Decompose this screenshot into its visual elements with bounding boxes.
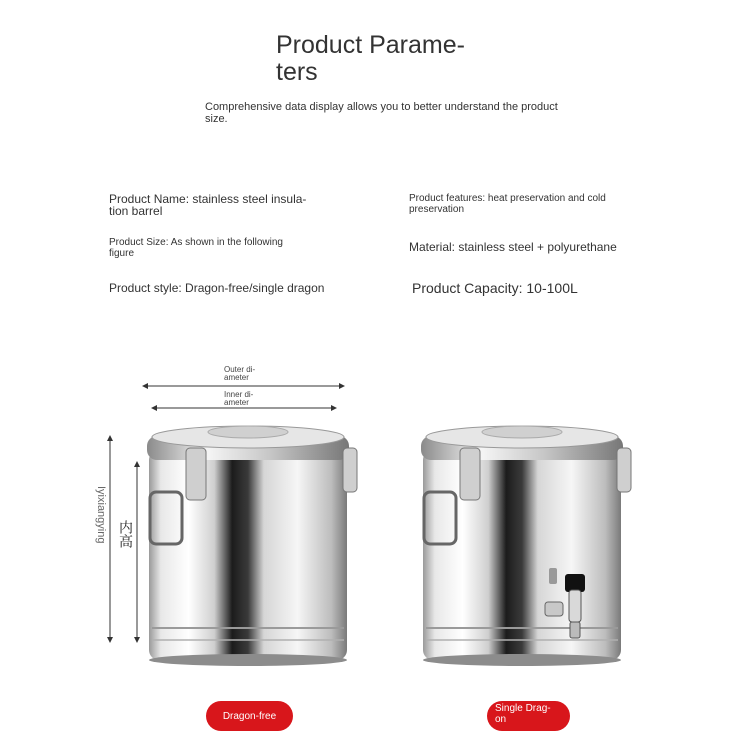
height-label-en: Iyixiangying <box>95 486 107 544</box>
barrel-dragon-free <box>147 426 357 666</box>
param-material: Material: stainless steel + polyurethane <box>409 240 617 254</box>
inner-diameter-label: Inner di- ameter <box>224 390 254 407</box>
barrel-single-dragon <box>421 426 631 666</box>
param-product-capacity: Product Capacity: 10-100L <box>412 280 578 296</box>
variant-dragon-free-badge: Dragon-free <box>206 701 293 731</box>
param-product-size: Product Size: As shown in the following figure <box>109 237 283 259</box>
page-title: Product Parame- ters <box>276 31 465 86</box>
param-product-name: Product Name: stainless steel insula- tion barrel <box>109 192 307 218</box>
param-product-features: Product features: heat preservation and cold preservation <box>409 193 606 215</box>
page-subtitle: Comprehensive data display allows you to better understand the product size. <box>205 101 558 125</box>
height-label-cn: 内高 <box>118 520 134 548</box>
param-product-style: Product style: Dragon-free/single dragon <box>109 281 325 295</box>
variant-single-dragon-badge: Single Drag- on <box>487 701 570 731</box>
outer-diameter-label: Outer di- ameter <box>224 365 256 382</box>
